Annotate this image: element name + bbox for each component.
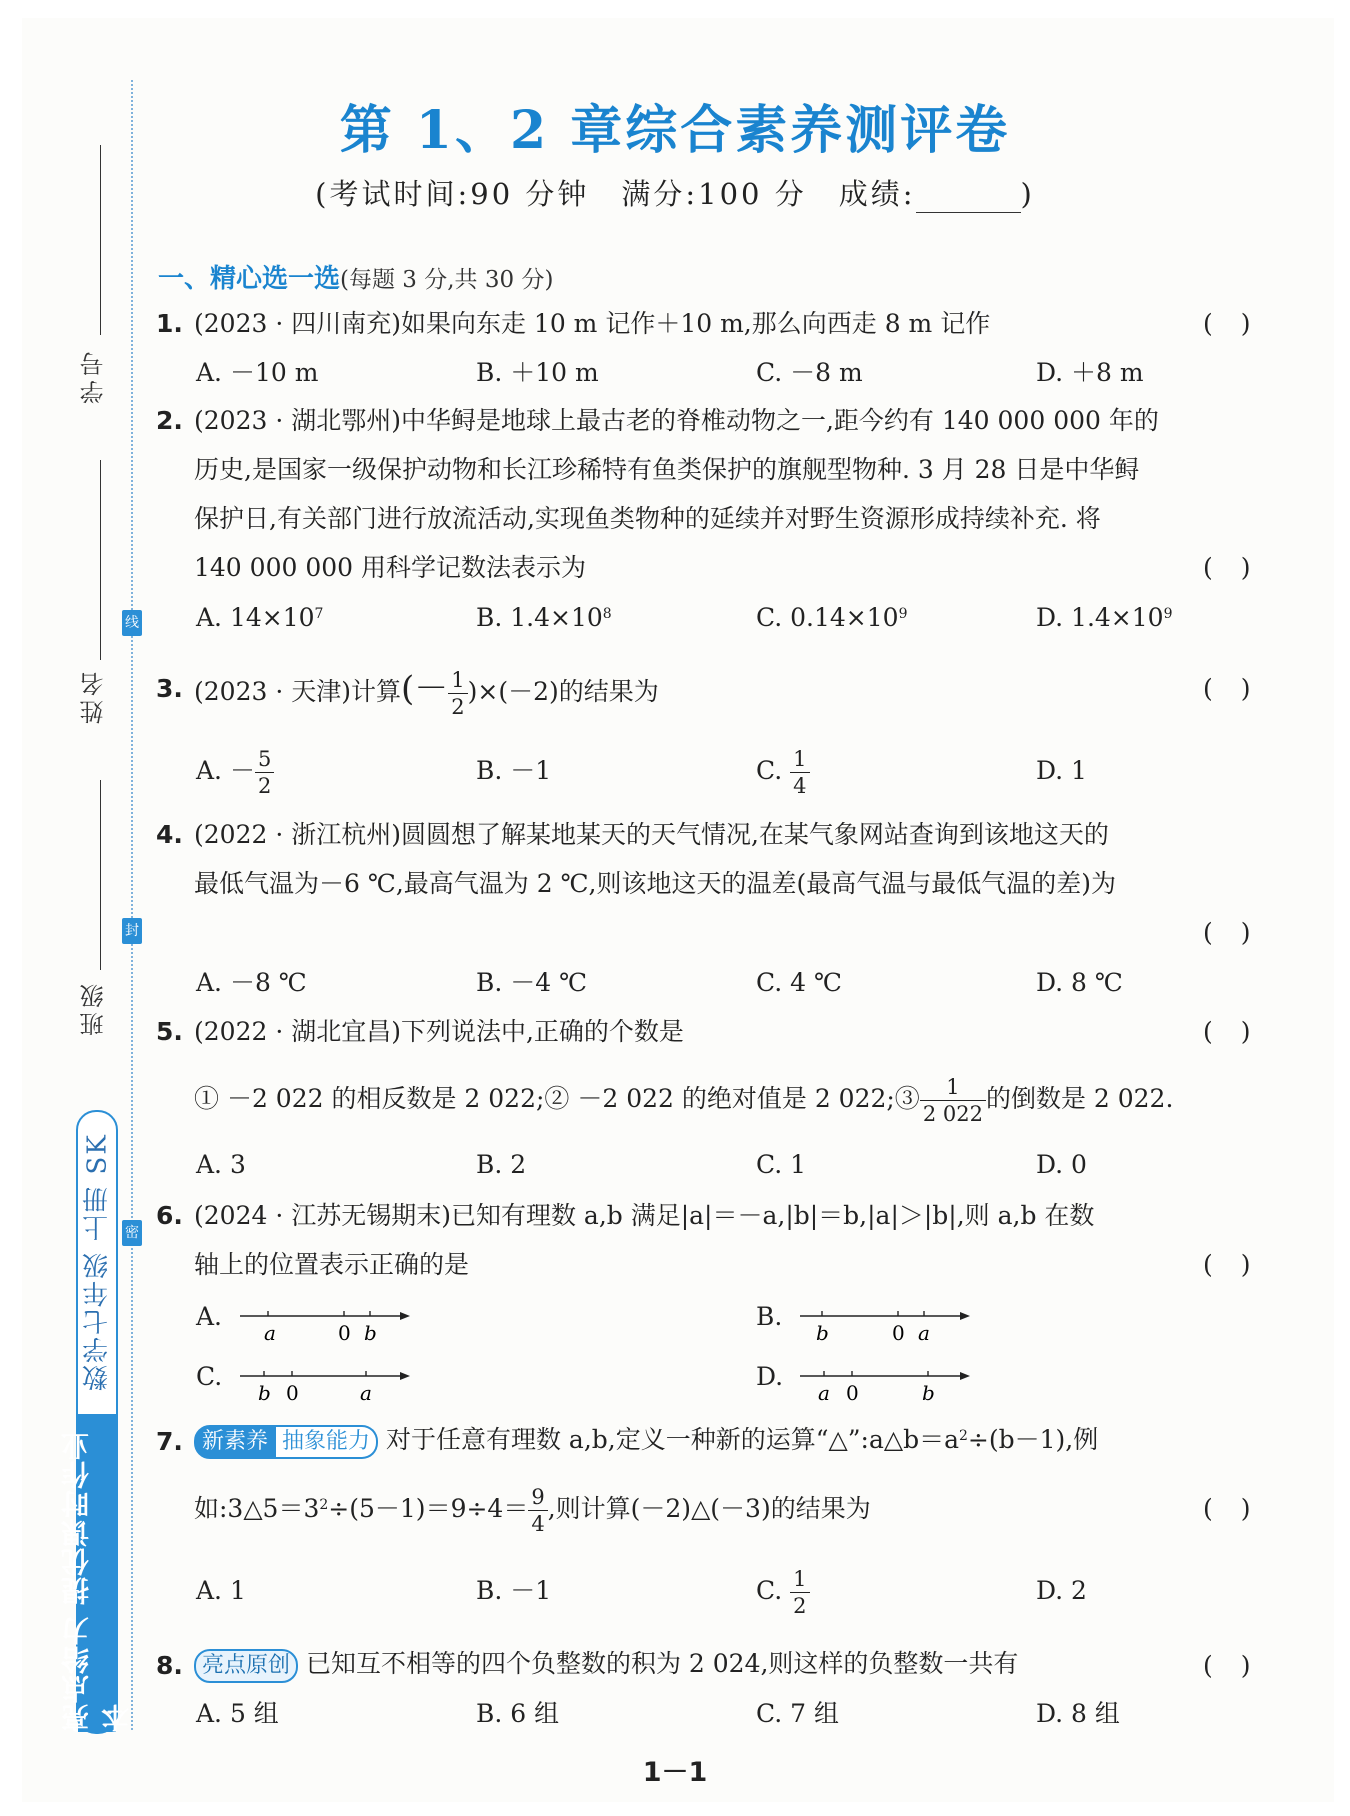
answer-parens[interactable]: () — [1203, 309, 1279, 338]
exam-info-close: ) — [1020, 177, 1035, 211]
answer-parens[interactable]: () — [1203, 553, 1279, 582]
option-c: C. －8 m — [756, 358, 863, 387]
option-b-label: B. — [756, 1302, 783, 1331]
option-a: A. 5 组 — [196, 1699, 279, 1728]
option-d: D. 1 — [1036, 756, 1087, 785]
option-a: A. －8 ℃ — [196, 968, 307, 997]
option-a: A. － $\frac{5}{2}$ — [196, 736, 274, 806]
number-line-mark: a — [818, 1381, 830, 1405]
question-text-line: 新素养 抽象能力 对于任意有理数 a,b,定义一种新的运算“$\triangle”:a\triangle b=a^2\div(b-1)$,例 — [194, 1423, 1098, 1459]
question-text: (2023 · 天津)计算(－ $\frac{1}{2}$ )×(－2)的结果为 — [194, 668, 659, 719]
page-title: 第 1、2 章综合素养测评卷 — [339, 100, 1011, 161]
score-blank[interactable] — [916, 184, 1021, 213]
option-b: B. ＋10 m — [476, 358, 599, 387]
answer-parens[interactable]: () — [1203, 1651, 1279, 1680]
option-d-label: D. — [756, 1362, 784, 1391]
number-line-mark: b — [816, 1321, 829, 1345]
number-line-option-c — [236, 1362, 416, 1406]
class-line — [100, 780, 101, 970]
answer-parens[interactable]: () — [1203, 1494, 1279, 1523]
option-c-label: C. — [196, 1362, 223, 1391]
tag-abstract-ability: 抽象能力 — [276, 1425, 378, 1459]
answer-parens[interactable]: () — [1203, 674, 1279, 703]
option-a-label: A. — [196, 1302, 223, 1331]
question-text-line: 140 000 000 用科学记数法表示为 — [194, 553, 586, 582]
question-number: 2. — [156, 406, 183, 435]
name-label: 姓名 — [80, 668, 108, 724]
page-number: 1－1 — [642, 1757, 708, 1788]
option-b: B. 2 — [476, 1150, 527, 1179]
answer-parens[interactable]: () — [1203, 1017, 1279, 1046]
name-line — [100, 460, 101, 660]
section-title: 一、精心选一选 — [158, 264, 341, 294]
seal-mark-feng: 封 — [122, 918, 142, 944]
question-number: 6. — [156, 1201, 183, 1230]
number-line-mark: b — [364, 1321, 377, 1345]
question-text-line: (2024 · 江苏无锡期末)已知有理数 a,b 满足|a|＝－a,|b|＝b,|a|＞|b|,则 a,b 在数 — [194, 1201, 1095, 1230]
option-c: C. 4 ℃ — [756, 968, 842, 997]
question-number: 4. — [156, 820, 183, 849]
tag-original: 亮点原创 — [194, 1649, 298, 1683]
question-text-line: 如$:3\triangle 5=3^2\div(5-1)=9\div 4=$ $\frac{9}{4}$ ,则计算(－2)△(－3)的结果为 — [194, 1485, 871, 1536]
number-line-mark: a — [264, 1321, 276, 1345]
seal-mark-xian: 线 — [122, 610, 142, 636]
spine-series-text: 亮点给力 提优课时作业本 — [78, 1414, 116, 1732]
book-spine-label — [60, 1110, 133, 1734]
question-number: 3. — [156, 674, 183, 703]
question-text-line: 历史,是国家一级保护动物和长江珍稀特有鱼类保护的旗舰型物种. 3 月 28 日是中华鲟 — [194, 455, 1140, 484]
option-d: D. 0 — [1036, 1150, 1087, 1179]
option-c: C. $\frac{1}{2}$ — [756, 1556, 810, 1626]
question-text-line: 最低气温为－6 ℃,最高气温为 2 ℃,则该地这天的温差(最高气温与最低气温的差)为 — [194, 869, 1116, 898]
option-c: C. $0.14\times 10^9$ — [756, 603, 908, 632]
number-line-option-b — [796, 1302, 976, 1346]
question-text-line: (2022 · 浙江杭州)圆圆想了解某地某天的天气情况,在某气象网站查询到该地这天的 — [194, 820, 1109, 849]
answer-parens[interactable]: () — [1203, 1250, 1279, 1279]
section-heading — [158, 258, 553, 295]
option-c: C. $\frac{1}{4}$ — [756, 736, 810, 806]
option-a: A. $14\times 10^7$ — [196, 603, 324, 632]
option-b: B. $1.4\times 10^8$ — [476, 603, 612, 632]
option-b: B. －1 — [476, 1576, 552, 1605]
question-number: 1. — [156, 309, 183, 338]
tag-new-literacy: 新素养 — [194, 1425, 276, 1459]
option-a: A. 1 — [196, 1576, 246, 1605]
number-line-mark: 0 — [286, 1381, 299, 1405]
option-d: D. 8 组 — [1036, 1699, 1120, 1728]
number-line-mark: b — [258, 1381, 271, 1405]
option-a: A. 3 — [196, 1150, 246, 1179]
number-line-mark: a — [918, 1321, 930, 1345]
number-line-option-d — [796, 1362, 976, 1406]
exam-info-text: (考试时间:90 分钟 满分:100 分 成绩: — [315, 177, 916, 211]
number-line-option-a — [236, 1302, 416, 1346]
class-label: 班级 — [80, 980, 108, 1036]
option-a: A. －10 m — [196, 358, 319, 387]
option-d: D. $1.4\times 10^9$ — [1036, 603, 1173, 632]
question-text: 亮点原创 已知互不相等的四个负整数的积为 2 024,则这样的负整数一共有 — [194, 1647, 1018, 1683]
option-d: D. 2 — [1036, 1576, 1087, 1605]
option-c: C. 7 组 — [756, 1699, 839, 1728]
question-number: 8. — [156, 1651, 183, 1680]
option-d: D. 8 ℃ — [1036, 968, 1123, 997]
student-id-label: 学号 — [80, 348, 108, 404]
question-text: (2022 · 湖北宜昌)下列说法中,正确的个数是 — [194, 1017, 684, 1046]
fraction: $\frac{1}{2}$ — [448, 667, 467, 720]
answer-parens[interactable]: () — [1203, 918, 1279, 947]
number-line-mark: b — [922, 1381, 935, 1405]
option-d: D. ＋8 m — [1036, 358, 1144, 387]
number-line-mark: a — [360, 1381, 372, 1405]
option-c: C. 1 — [756, 1150, 807, 1179]
number-line-mark: 0 — [338, 1321, 351, 1345]
option-b: B. 6 组 — [476, 1699, 560, 1728]
question-number: 7. — [156, 1427, 183, 1456]
number-line-mark: 0 — [892, 1321, 905, 1345]
seal-mark-mi: 密 — [122, 1220, 142, 1246]
question-text-line: 保护日,有关部门进行放流活动,实现鱼类物种的延续并对野生资源形成持续补充. 将 — [194, 504, 1101, 533]
number-line-mark: 0 — [846, 1381, 859, 1405]
option-b: B. －4 ℃ — [476, 968, 588, 997]
section-note: (每题 3 分,共 30 分) — [340, 267, 554, 293]
question-number: 5. — [156, 1017, 183, 1046]
spine-grade-text: 数学七年级 上册 SK — [82, 1133, 113, 1391]
exam-info — [0, 172, 1350, 213]
question-statement: ① －2 022 的相反数是 2 022;② －2 022 的绝对值是 2 022;③ $\frac{1}{2 022}$ 的倒数是 2 022. — [194, 1075, 1174, 1126]
question-text-line: (2023 · 湖北鄂州)中华鲟是地球上最古老的脊椎动物之一,距今约有 140 000 000 年的 — [194, 406, 1159, 435]
question-text: (2023 · 四川南充)如果向东走 10 m 记作＋10 m,那么向西走 8 m 记作 — [194, 309, 991, 338]
question-text-line: 轴上的位置表示正确的是 — [194, 1250, 470, 1279]
option-b: B. －1 — [476, 756, 552, 785]
